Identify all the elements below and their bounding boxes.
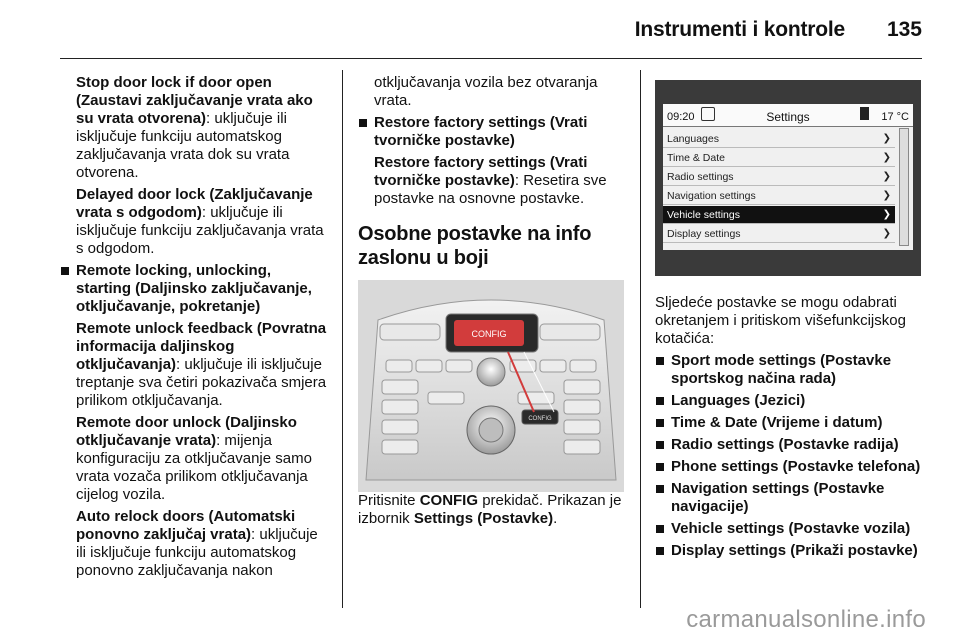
caption-config: CONFIG <box>419 492 479 509</box>
menu-label: Languages <box>667 133 719 145</box>
screen-menu-item <box>663 168 895 186</box>
settings-intro: Sljedeće postavke se mogu odabrati okretanjem i pritiskom višefunkcijskog kotačića: <box>655 294 906 347</box>
term: Display settings (Prikaži postavke) <box>671 542 918 559</box>
menu-label: Vehicle settings <box>667 209 740 221</box>
term: Remote unlock feedback (Povratna informacija daljinskog otključavanja) <box>76 320 327 373</box>
control-panel-illustration <box>358 280 624 492</box>
term: Phone settings (Postavke telefona) <box>671 458 921 475</box>
paragraph-restore-factory <box>358 154 624 208</box>
term: Remote door unlock (Daljinsko otključavanje vrata) <box>76 414 297 449</box>
term: Sport mode settings (Postavke sportskog načina rada) <box>671 352 892 387</box>
term: Delayed door lock (Zaključavanje vrata s odgodom) <box>76 186 313 221</box>
settings-screen-image <box>655 80 921 276</box>
term: Stop door lock if door open (Zaustavi zaključavanje vrata ako su vrata otvorena) <box>76 74 313 127</box>
settings-list-item <box>655 542 921 560</box>
control-panel-photo <box>358 280 624 492</box>
term: Navigation settings (Postavke navigacije) <box>671 480 885 515</box>
term: Restore factory settings (Vrati tvorničke postavke) <box>374 114 588 149</box>
term: Remote locking, unlocking, starting (Daljinsko zaključavanje, otključavanje, pokretanje) <box>76 262 312 315</box>
thermometer-icon <box>860 107 869 120</box>
screen-time: 09:20 <box>667 111 695 123</box>
menu-label: Navigation settings <box>667 190 756 202</box>
desc: : uključuje ili isključuje funkciju zaključavanja vrata s odgodom. <box>76 204 324 257</box>
chevron-right-icon: ❯ <box>882 209 891 220</box>
screen-title: Settings <box>766 110 810 124</box>
desc: : uključuje ili isključuje funkciju automatskog zaključavanja vrata dok su vrata otvorena. <box>76 110 290 181</box>
caption-text: Pritisnite <box>358 492 420 509</box>
paragraph-stop-door-lock <box>60 74 330 182</box>
bullet-remote-locking <box>60 262 330 316</box>
desc: : uključuje ili isključuje funkciju automatskog ponovno zaključavanja nakon <box>76 526 318 579</box>
screen-menu-item <box>663 225 895 243</box>
column-3 <box>655 80 921 564</box>
settings-list-item <box>655 480 921 516</box>
term: Languages (Jezici) <box>671 392 806 409</box>
watermark: carmanualsonline.info <box>686 606 926 633</box>
screen-menu-item <box>663 187 895 205</box>
photo-config-button-label: CONFIG <box>528 416 552 422</box>
term: Auto relock doors (Automatski ponovno zaključaj vrata) <box>76 508 296 543</box>
caption-settings: Settings (Postavke) <box>413 510 554 527</box>
header-rule <box>60 58 922 59</box>
column-1 <box>60 74 330 584</box>
menu-label: Time & Date <box>667 152 725 164</box>
settings-list-item <box>655 392 921 410</box>
desc: : Resetira sve postavke na osnovne postavke. <box>374 172 607 207</box>
column-2 <box>358 74 624 528</box>
paragraph-remote-door-unlock <box>60 414 330 504</box>
chevron-right-icon: ❯ <box>882 133 891 144</box>
screen-scrollbar <box>899 128 909 246</box>
term: Radio settings (Postavke radija) <box>671 436 899 453</box>
column-divider-1 <box>342 70 343 608</box>
chevron-right-icon: ❯ <box>882 171 891 182</box>
page-header <box>0 0 960 60</box>
desc: : mijenja konfiguraciju za otključavanje samo vrata vozača prilikom otključavanja cijelog vozila. <box>76 432 312 503</box>
settings-list-item <box>655 458 921 476</box>
settings-list-item <box>655 436 921 454</box>
screen-temperature: 17 °C <box>881 111 909 123</box>
paragraph-continuation: otključavanja vozila bez otvaranja vrata. <box>374 74 598 109</box>
photo-caption <box>358 492 624 528</box>
chevron-right-icon: ❯ <box>882 228 891 239</box>
screen-menu-item <box>663 149 895 167</box>
paragraph-delayed-door-lock <box>60 186 330 258</box>
bullet-restore-factory <box>358 114 624 150</box>
term: Time & Date (Vrijeme i datum) <box>671 414 883 431</box>
page-number: 135 <box>886 18 922 41</box>
chevron-right-icon: ❯ <box>882 152 891 163</box>
term: Restore factory settings (Vrati tvorničke postavke) <box>374 154 588 189</box>
caption-text: prekidač. Prikazan je izbornik <box>358 492 622 527</box>
settings-list-item <box>655 352 921 388</box>
caption-text: . <box>553 510 558 527</box>
desc: : uključuje ili isključuje treptanje sva četiri pokazivača smjera prilikom otključavanja. <box>76 356 327 409</box>
photo-config-label: CONFIG <box>471 329 507 339</box>
settings-list-item <box>655 414 921 432</box>
menu-label: Display settings <box>667 228 741 240</box>
screen-menu-item-selected <box>663 206 895 224</box>
section-heading: Osobne postavke na info zaslonu u boji <box>358 223 592 269</box>
column-divider-2 <box>640 70 641 608</box>
paragraph-remote-unlock-feedback <box>60 320 330 410</box>
screen-status-bar <box>663 104 913 127</box>
paragraph-auto-relock <box>60 508 330 580</box>
menu-label: Radio settings <box>667 171 734 183</box>
settings-list <box>655 352 921 560</box>
page-title: Instrumenti i kontrole <box>634 18 845 41</box>
term: Vehicle settings (Postavke vozila) <box>671 520 911 537</box>
chevron-right-icon: ❯ <box>882 190 891 201</box>
settings-list-item <box>655 520 921 538</box>
screen-menu-item <box>663 130 895 148</box>
